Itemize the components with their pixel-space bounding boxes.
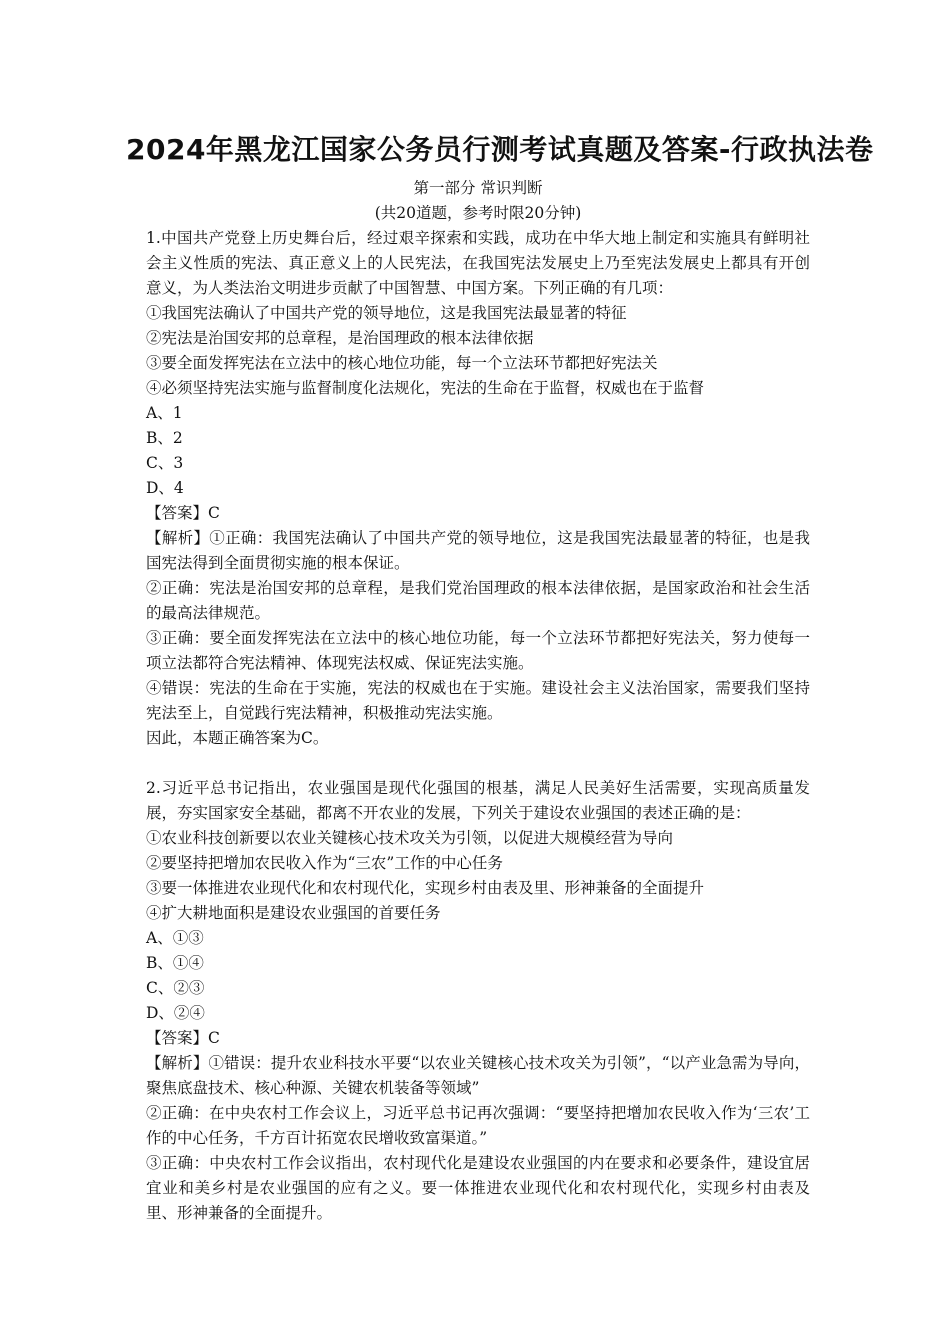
question-2 bbox=[146, 776, 810, 1226]
statement: ④扩大耕地面积是建设农业强国的首要任务 bbox=[146, 904, 441, 922]
option-b: B、2 bbox=[146, 429, 183, 447]
analysis-conclusion: 因此，本题正确答案为C。 bbox=[146, 729, 329, 747]
analysis-paragraph: ④错误：宪法的生命在于实施，宪法的权威也在于实施。建设社会主义法治国家，需要我们坚持宪法至上，自觉践行宪法精神，积极推动宪法实施。 bbox=[146, 679, 810, 722]
analysis-paragraph: 【解析】①错误：提升农业科技水平要“以农业关键核心技术攻关为引领”，“以产业急需为导向，聚焦底盘技术、核心种源、关键农机装备等领域” bbox=[146, 1054, 810, 1097]
statement: ②宪法是治国安邦的总章程，是治国理政的根本法律依据 bbox=[146, 329, 534, 347]
option-a: A、①③ bbox=[146, 929, 204, 947]
statement: ③要一体推进农业现代化和农村现代化，实现乡村由表及里、形神兼备的全面提升 bbox=[146, 879, 705, 897]
question-stem: 2.习近平总书记指出，农业强国是现代化强国的根基，满足人民美好生活需要，实现高质量发展，夯实国家安全基础，都离不开农业的发展，下列关于建设农业强国的表述正确的是： bbox=[146, 779, 810, 822]
option-a: A、1 bbox=[146, 404, 183, 422]
analysis-paragraph: ②正确：宪法是治国安邦的总章程，是我们党治国理政的根本法律依据，是国家政治和社会生活的最高法律规范。 bbox=[146, 579, 810, 622]
analysis-paragraph: ③正确：要全面发挥宪法在立法中的核心地位功能，每一个立法环节都把好宪法关，努力使每一项立法都符合宪法精神、体现宪法权威、保证宪法实施。 bbox=[146, 629, 810, 672]
option-c: C、②③ bbox=[146, 979, 205, 997]
document-title: 2024年黑龙江国家公务员行测考试真题及答案-行政执法卷 bbox=[126, 133, 874, 166]
option-d: D、②④ bbox=[146, 1004, 205, 1022]
option-d: D、4 bbox=[146, 479, 184, 497]
analysis-paragraph: ③正确：中央农村工作会议指出，农村现代化是建设农业强国的内在要求和必要条件，建设宜居宜业和美乡村是农业强国的应有之义。要一体推进农业现代化和农村现代化，实现乡村由表及里、形神兼备的全面提升。 bbox=[146, 1154, 810, 1222]
statement: ②要坚持把增加农民收入作为“三农”工作的中心任务 bbox=[146, 854, 503, 872]
option-b: B、①④ bbox=[146, 954, 204, 972]
document-page bbox=[126, 128, 874, 1226]
analysis-paragraph: ②正确：在中央农村工作会议上，习近平总书记再次强调：“要坚持把增加农民收入作为‘三农’工作的中心任务，千方百计拓宽农民增收致富渠道。” bbox=[146, 1104, 810, 1147]
option-c: C、3 bbox=[146, 454, 184, 472]
statement: ④必须坚持宪法实施与监督制度化法规化，宪法的生命在于监督，权威也在于监督 bbox=[146, 379, 705, 397]
statement: ①农业科技创新要以农业关键核心技术攻关为引领，以促进大规模经营为导向 bbox=[146, 829, 674, 847]
answer: 【答案】C bbox=[146, 504, 220, 522]
question-spacer bbox=[146, 751, 810, 776]
statement: ①我国宪法确认了中国共产党的领导地位，这是我国宪法最显著的特征 bbox=[146, 304, 627, 322]
section-heading: 第一部分 常识判断 bbox=[413, 179, 543, 197]
section-note: (共20道题，参考时限20分钟) bbox=[374, 204, 582, 222]
question-stem: 1.中国共产党登上历史舞台后，经过艰辛探索和实践，成功在中华大地上制定和实施具有鲜明社会主义性质的宪法、真正意义上的人民宪法，在我国宪法发展史上乃至宪法发展史上都具有开创意义，为人类法治文明进步贡献了中国智慧、中国方案。下列正确的有几项： bbox=[146, 229, 810, 297]
analysis-paragraph: 【解析】①正确：我国宪法确认了中国共产党的领导地位，这是我国宪法最显著的特征，也是我国宪法得到全面贯彻实施的根本保证。 bbox=[146, 529, 810, 572]
question-1 bbox=[146, 226, 810, 751]
statement: ③要全面发挥宪法在立法中的核心地位功能，每一个立法环节都把好宪法关 bbox=[146, 354, 658, 372]
answer: 【答案】C bbox=[146, 1029, 220, 1047]
